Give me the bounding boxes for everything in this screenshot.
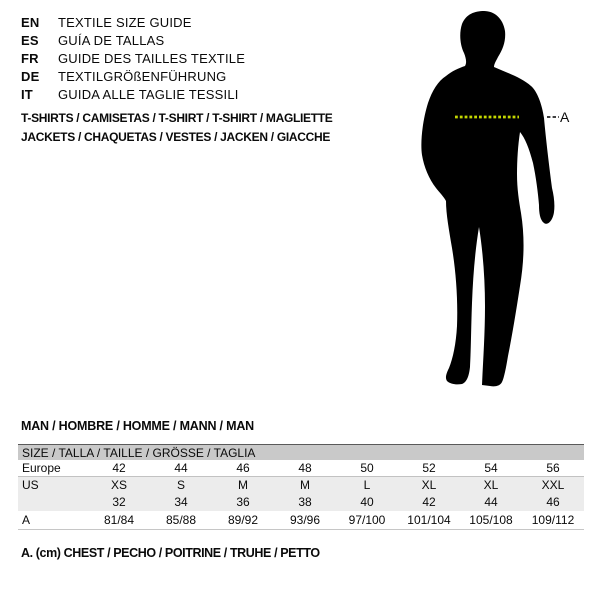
size-value: 36	[236, 495, 250, 509]
chest-measure-label: A	[560, 109, 570, 125]
row-label: A	[22, 513, 31, 527]
size-value: 46	[236, 461, 250, 475]
row-label: US	[22, 478, 39, 492]
size-value: XL	[421, 478, 437, 492]
size-value: M	[300, 478, 310, 492]
size-value: 81/84	[103, 513, 135, 527]
language-row-it	[21, 86, 245, 104]
category-jackets: JACKETS / CHAQUETAS / VESTES / JACKEN / GIACCHE	[21, 130, 331, 144]
row-label: Europe	[22, 461, 61, 475]
language-label: GUIDE DES TAILLES TEXTILE	[58, 51, 246, 66]
table-row-numeric	[18, 494, 584, 511]
size-value: 46	[546, 495, 560, 509]
silhouette-figure	[395, 0, 600, 400]
size-value: L	[363, 478, 371, 492]
size-value: 101/104	[407, 513, 451, 527]
size-value: 44	[174, 461, 188, 475]
row-label	[18, 494, 88, 511]
language-code: IT	[21, 87, 33, 102]
size-value: XL	[483, 478, 499, 492]
size-value: 42	[422, 495, 436, 509]
size-value: 34	[174, 495, 188, 509]
language-list	[21, 14, 245, 104]
size-value: M	[238, 478, 248, 492]
category-titles	[21, 109, 333, 147]
size-value: 89/92	[227, 513, 259, 527]
section-title-man: MAN / HOMBRE / HOMME / MANN / MAN	[21, 419, 254, 433]
size-value: 54	[484, 461, 498, 475]
size-value: 85/88	[165, 513, 197, 527]
size-value: 38	[298, 495, 312, 509]
size-value: 48	[298, 461, 312, 475]
language-label: GUIDA ALLE TAGLIE TESSILI	[58, 87, 239, 102]
man-silhouette-icon	[421, 11, 554, 386]
language-row-en	[21, 14, 245, 32]
size-table	[18, 444, 584, 530]
language-label: TEXTILGRÖßENFÜHRUNG	[58, 69, 227, 84]
size-value: 42	[112, 461, 126, 475]
language-row-de	[21, 68, 245, 86]
size-value: 44	[484, 495, 498, 509]
size-value: 105/108	[469, 513, 513, 527]
table-row-us	[18, 477, 584, 494]
size-value: S	[176, 478, 185, 492]
language-row-es	[21, 32, 245, 50]
size-value: 50	[360, 461, 374, 475]
language-label: GUÍA DE TALLAS	[58, 33, 165, 48]
measurement-footnote: A. (cm) CHEST / PECHO / POITRINE / TRUHE / PETTO	[21, 546, 320, 560]
language-row-fr	[21, 50, 245, 68]
language-code: ES	[21, 33, 39, 48]
size-value: 97/100	[348, 513, 386, 527]
language-code: EN	[21, 15, 40, 30]
language-code: FR	[21, 51, 39, 66]
table-row-europe	[18, 460, 584, 477]
size-value: 93/96	[289, 513, 321, 527]
language-code: DE	[21, 69, 40, 84]
language-label: TEXTILE SIZE GUIDE	[58, 15, 192, 30]
size-table-header: SIZE / TALLA / TAILLE / GRÖSSE / TAGLIA	[18, 444, 584, 460]
size-value: 109/112	[531, 513, 575, 527]
table-row-chest	[18, 511, 584, 530]
category-tshirts: T-SHIRTS / CAMISETAS / T-SHIRT / T-SHIRT / MAGLIETTE	[21, 111, 333, 125]
size-value: 52	[422, 461, 436, 475]
size-value: 40	[360, 495, 374, 509]
size-value: XXL	[541, 478, 565, 492]
size-value: 56	[546, 461, 560, 475]
size-value: XS	[110, 478, 127, 492]
size-value: 32	[112, 495, 126, 509]
